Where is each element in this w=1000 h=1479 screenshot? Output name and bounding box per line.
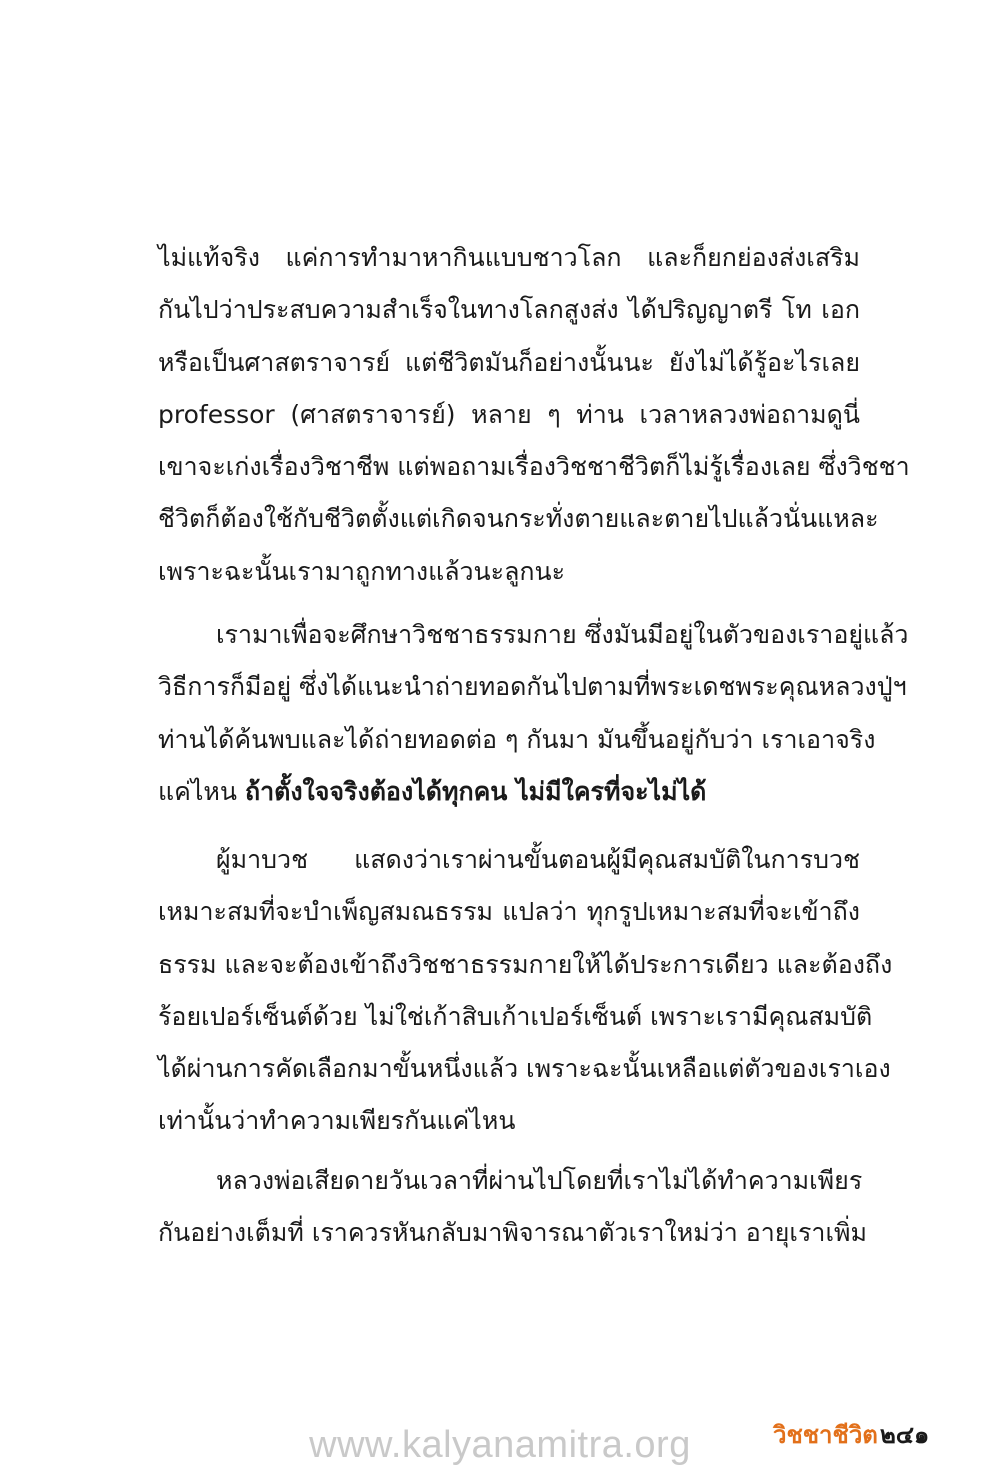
page-number: ๒๔๑ xyxy=(880,1421,930,1449)
paragraph-line: professor (ศาสตราจารย์) หลาย ๆ ท่าน เวลาหลวงพ่อถามดูนี่ xyxy=(158,399,860,429)
paragraph-line: ได้ผ่านการคัดเลือกมาขั้นหนึ่งแล้ว เพราะฉะนั้นเหลือแต่ตัวของเราเอง xyxy=(158,1054,891,1084)
running-footer-title: วิชชาชีวิต xyxy=(773,1421,878,1449)
paragraph-line: วิธีการก็มีอยู่ ซึ่งได้แนะนำถ่ายทอดกันไปตามที่พระเดชพระคุณหลวงปู่ฯ xyxy=(158,672,907,702)
paragraph-line: ผู้มาบวช แสดงว่าเราผ่านขั้นตอนผู้มีคุณสมบัติในการบวช xyxy=(216,845,860,874)
paragraph-2 xyxy=(158,609,909,818)
paragraph-3 xyxy=(158,834,893,1148)
website-watermark: www.kalyanamitra.org xyxy=(309,1424,691,1466)
paragraph-line: เพราะฉะนั้นเรามาถูกทางแล้วนะลูกนะ xyxy=(158,556,566,586)
paragraph-line: ไม่แท้จริง แค่การทำมาหากินแบบชาวโลก และก็ยกย่องส่งเสริม xyxy=(158,243,860,272)
paragraph-line: ธรรม และจะต้องเข้าถึงวิชชาธรรมกายให้ได้ประการเดียว และต้องถึง xyxy=(158,949,893,979)
paragraph-line: หลวงพ่อเสียดายวันเวลาที่ผ่านไปโดยที่เราไม่ได้ทำความเพียร xyxy=(216,1166,863,1195)
paragraph-1 xyxy=(158,232,910,598)
paragraph-line: ชีวิตก็ต้องใช้กับชีวิตตั้งแต่เกิดจนกระทั่งตายและตายไปแล้วนั่นแหละ xyxy=(158,504,879,534)
paragraph-last-line xyxy=(158,766,860,818)
paragraph-line: หรือเป็นศาสตราจารย์ แต่ชีวิตมันก็อย่างนั้นนะ ยังไม่ได้รู้อะไรเลย xyxy=(158,347,860,377)
paragraph-line: เท่านั้นว่าทำความเพียรกันแค่ไหน xyxy=(158,1106,516,1136)
paragraph-line: เรามาเพื่อจะศึกษาวิชชาธรรมกาย ซึ่งมันมีอยู่ในตัวของเราอยู่แล้ว xyxy=(216,620,909,649)
paragraph-line: กันไปว่าประสบความสำเร็จในทางโลกสูงส่ง ได้ปริญญาตรี โท เอก xyxy=(158,295,860,325)
paragraph-line: เหมาะสมที่จะบำเพ็ญสมณธรรม แปลว่า ทุกรูปเหมาะสมที่จะเข้าถึง xyxy=(158,897,860,927)
paragraph-line-plain: แค่ไหน xyxy=(158,776,245,806)
emphasized-sentence: ถ้าตั้งใจจริงต้องได้ทุกคน ไม่มีใครที่จะไม่ได้ xyxy=(244,776,707,806)
paragraph-line: เขาจะเก่งเรื่องวิชาชีพ แต่พอถามเรื่องวิชชาชีวิตก็ไม่รู้เรื่องเลย ซึ่งวิชชา xyxy=(158,452,910,482)
paragraph-line: ร้อยเปอร์เซ็นต์ด้วย ไม่ใช่เก้าสิบเก้าเปอร์เซ็นต์ เพราะเรามีคุณสมบัติ xyxy=(158,1001,873,1031)
paragraph-line: กันอย่างเต็มที่ เราควรหันกลับมาพิจารณาตัวเราใหม่ว่า อายุเราเพิ่ม xyxy=(158,1218,867,1248)
paragraph-line: ท่านได้ค้นพบและได้ถ่ายทอดต่อ ๆ กันมา มันขึ้นอยู่กับว่า เราเอาจริง xyxy=(158,724,876,754)
paragraph-4 xyxy=(158,1155,867,1260)
